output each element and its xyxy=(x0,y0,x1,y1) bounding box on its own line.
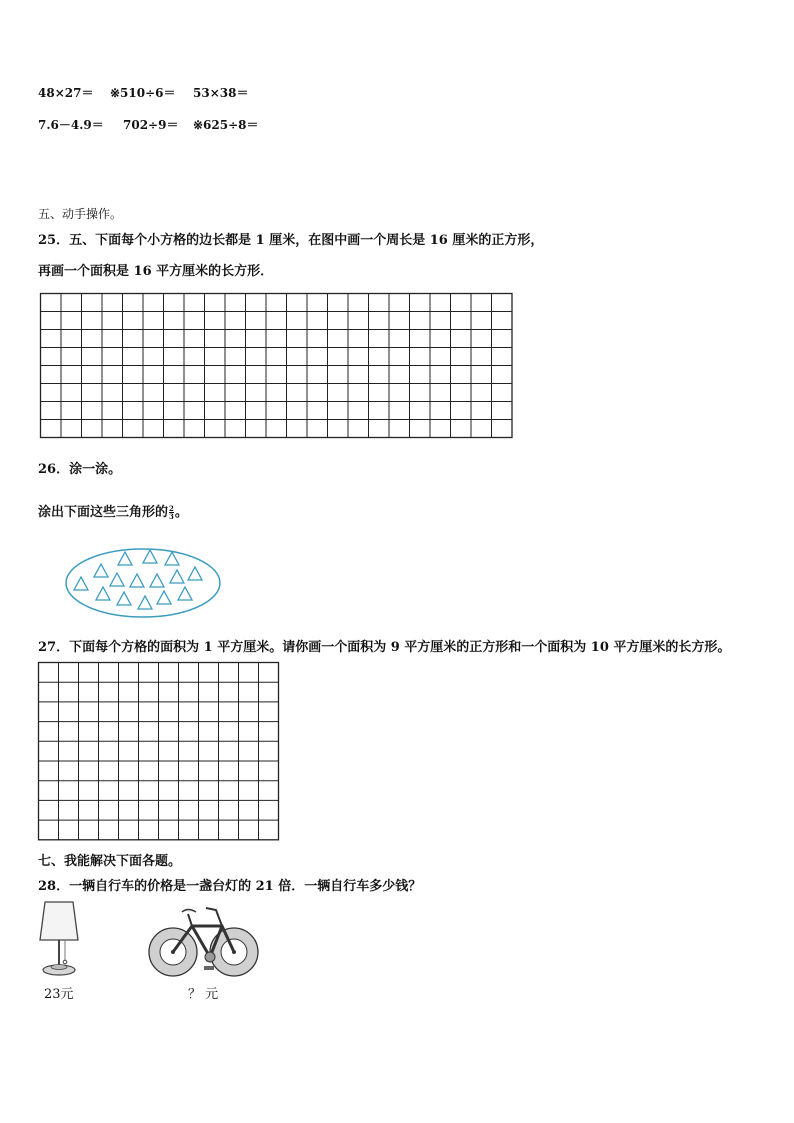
question-27: 27．下面每个方格的面积为 1 平方厘米。请你画一个面积为 9 平方厘米的正方形和一个面积为 10 平方厘米的长方形。 xyxy=(38,640,731,655)
fraction-denominator: 3 xyxy=(169,512,174,521)
fraction-numerator: 2 xyxy=(169,504,174,513)
triangle-shape[interactable] xyxy=(110,573,124,586)
triangle-shape[interactable] xyxy=(165,552,179,565)
calc-item: 702÷9＝ xyxy=(123,118,179,132)
triangle-shape[interactable] xyxy=(178,587,192,600)
instruction-text: 涂出下面这些三角形的 xyxy=(38,505,169,520)
question-26-title: 26．涂一涂。 xyxy=(38,462,122,477)
triangle-shape[interactable] xyxy=(143,550,157,563)
oval xyxy=(66,549,220,617)
triangle-shape[interactable] xyxy=(188,567,202,580)
bike-price: ？ 元 xyxy=(188,987,219,1002)
triangle-shape[interactable] xyxy=(96,587,110,600)
fraction xyxy=(169,505,174,520)
section-title: 五、动手操作。 xyxy=(38,207,123,221)
question-26-instruction xyxy=(38,501,188,520)
triangle-shape[interactable] xyxy=(94,564,108,577)
calc-item: 53×38＝ xyxy=(193,86,249,100)
triangle-oval-figure xyxy=(64,548,224,620)
triangle-shape[interactable] xyxy=(118,552,132,565)
triangle-shape[interactable] xyxy=(130,574,144,587)
question-25-line1: 25．五、下面每个小方格的边长都是 1 厘米，在图中画一个周长是 16 厘米的正方形， xyxy=(38,233,544,248)
calc-item: ※510÷6＝ xyxy=(110,86,176,100)
triangle-shape[interactable] xyxy=(138,596,152,609)
section-title: 七、我能解决下面各题。 xyxy=(38,854,182,869)
triangle-shape[interactable] xyxy=(117,592,131,605)
triangle-shape[interactable] xyxy=(157,591,171,604)
calc-item: ※625÷8＝ xyxy=(193,118,259,132)
calc-item: 7.6－4.9＝ xyxy=(38,118,104,132)
question-28: 28．一辆自行车的价格是一盏台灯的 21 倍．一辆自行车多少钱？ xyxy=(38,879,422,894)
triangle-shape[interactable] xyxy=(170,570,184,583)
lamp-price: 23元 xyxy=(44,987,74,1002)
triangle-shape[interactable] xyxy=(150,574,164,587)
question-25-line2: 再画一个面积是 16 平方厘米的长方形． xyxy=(38,264,274,279)
bicycle-icon xyxy=(148,902,260,980)
triangle-shape[interactable] xyxy=(74,577,88,590)
grid-27[interactable] xyxy=(38,662,280,842)
calc-item: 48×27＝ xyxy=(38,86,94,100)
lamp-icon xyxy=(36,900,86,980)
grid-25[interactable] xyxy=(40,293,515,439)
instruction-end: 。 xyxy=(174,505,188,520)
